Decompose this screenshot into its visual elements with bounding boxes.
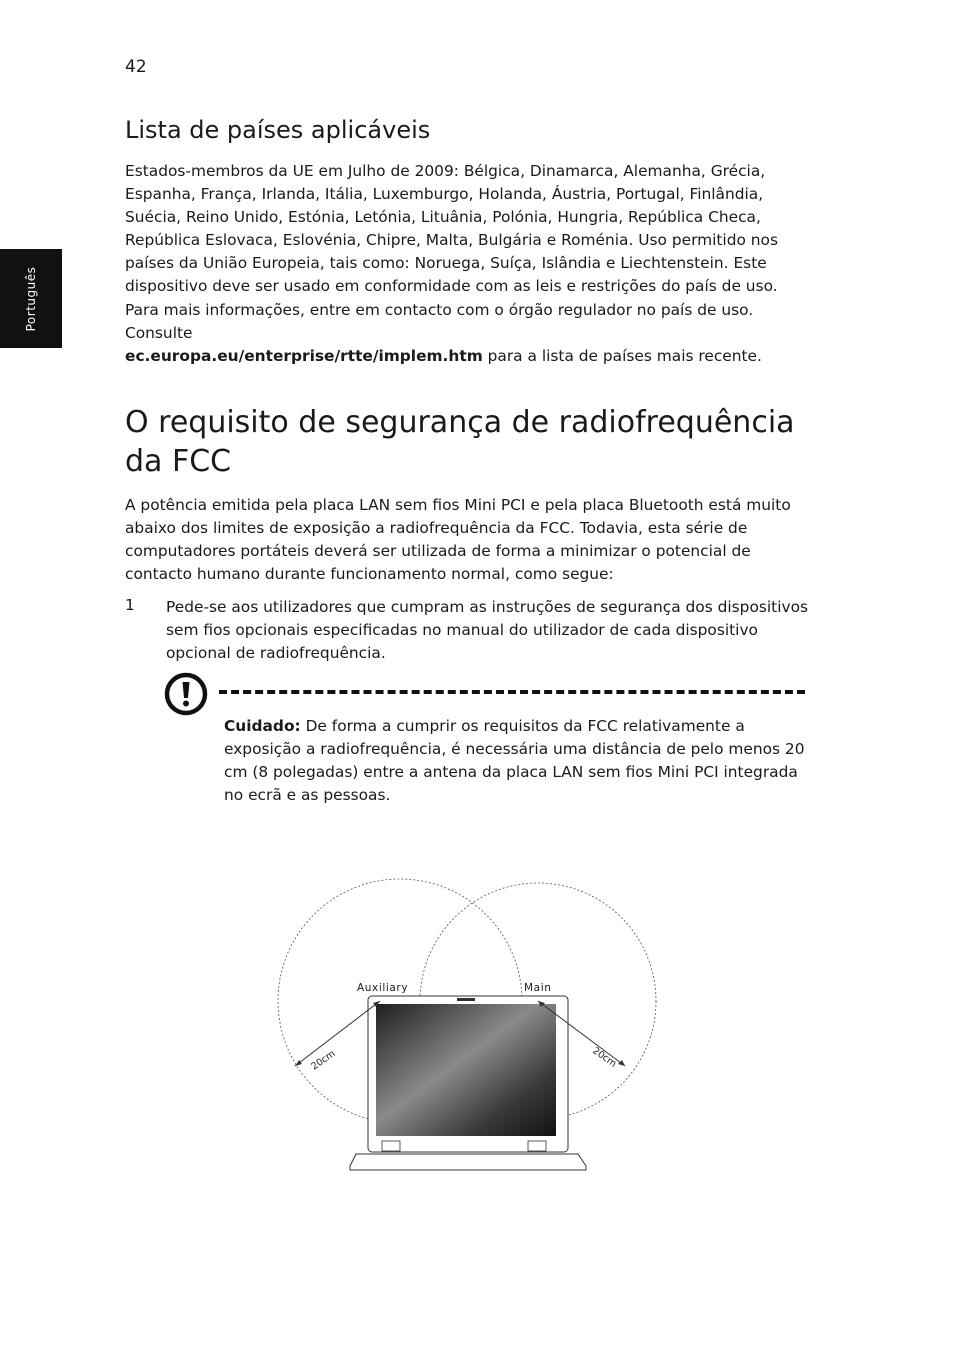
auxiliary-label: Auxiliary: [357, 982, 409, 994]
main-label: Main: [524, 982, 552, 994]
caution-paragraph: [224, 715, 814, 807]
eu-link[interactable]: ec.europa.eu/enterprise/rtte/implem.htm: [125, 346, 483, 365]
auxiliary-arrow: [295, 1001, 380, 1066]
exclamation-circle-icon: [163, 671, 209, 717]
countries-text-end: para a lista de países mais recente.: [482, 346, 762, 365]
section-heading-countries: Lista de países aplicáveis: [125, 116, 431, 144]
laptop-base: [350, 1154, 586, 1170]
caution-label: Cuidado:: [224, 717, 301, 735]
right-hinge: [528, 1141, 546, 1151]
list-item-number: 1: [125, 596, 135, 614]
page-number: 42: [125, 57, 147, 77]
distance-label-right: 20cm: [590, 1045, 619, 1070]
webcam: [457, 998, 475, 1001]
fcc-paragraph: A potência emitida pela placa LAN sem fios Mini PCI e pela placa Bluetooth está muito abaixo dos limites de exposição a radiofrequência da FCC. Todavia, esta série de computadores portáteis deverá ser utilizada de forma a minimizar o potencial de contacto humano durante funcionamento normal, como segue:: [125, 496, 791, 584]
list-item-text: Pede-se aos utilizadores que cumpram as instruções de segurança dos dispositivos sem fios opcionais especificadas no manual do utilizador de cada dispositivo opcional de radiofrequência.: [166, 598, 809, 663]
caution-body: De forma a cumprir os requisitos da FCC relativamente a exposição a radiofrequência, é necessária uma distância de pelo menos 20 cm (8 polegadas) entre a antena da placa LAN sem fios Mini PCI integrada no ecrã e as pessoas.: [224, 717, 805, 805]
distance-label-left: 20cm: [309, 1048, 338, 1073]
side-tab-label: Português: [24, 266, 38, 331]
laptop-screen: [376, 1004, 556, 1136]
laptop-antenna-diagram: [270, 876, 670, 1176]
section-heading-fcc: O requisito de segurança de radiofrequência da FCC: [125, 405, 795, 479]
left-hinge: [382, 1141, 400, 1151]
caution-divider: [219, 690, 805, 694]
countries-text: Estados-membros da UE em Julho de 2009: Bélgica, Dinamarca, Alemanha, Grécia, Espanha, França, Irlanda, Itália, Luxemburgo, Holanda, Áustria, Portugal, Finlândia, Suécia, Reino Unido, Estónia, Letónia, Lituânia, Polónia, Hungria, República Checa, República Eslovaca, Eslovénia, Chipre, Malta, Bulgária e Roménia. Uso permitido nos países da União Europeia, tais como: Noruega, Suíça, Islândia e Liechtenstein. Este dispositivo deve ser usado em conformidade com as leis e restrições do país de uso. Para mais informações, entre em contacto com o órgão regulador no país de uso. Consulte: [125, 162, 778, 342]
countries-paragraph: [125, 160, 815, 368]
language-side-tab: [0, 249, 62, 348]
